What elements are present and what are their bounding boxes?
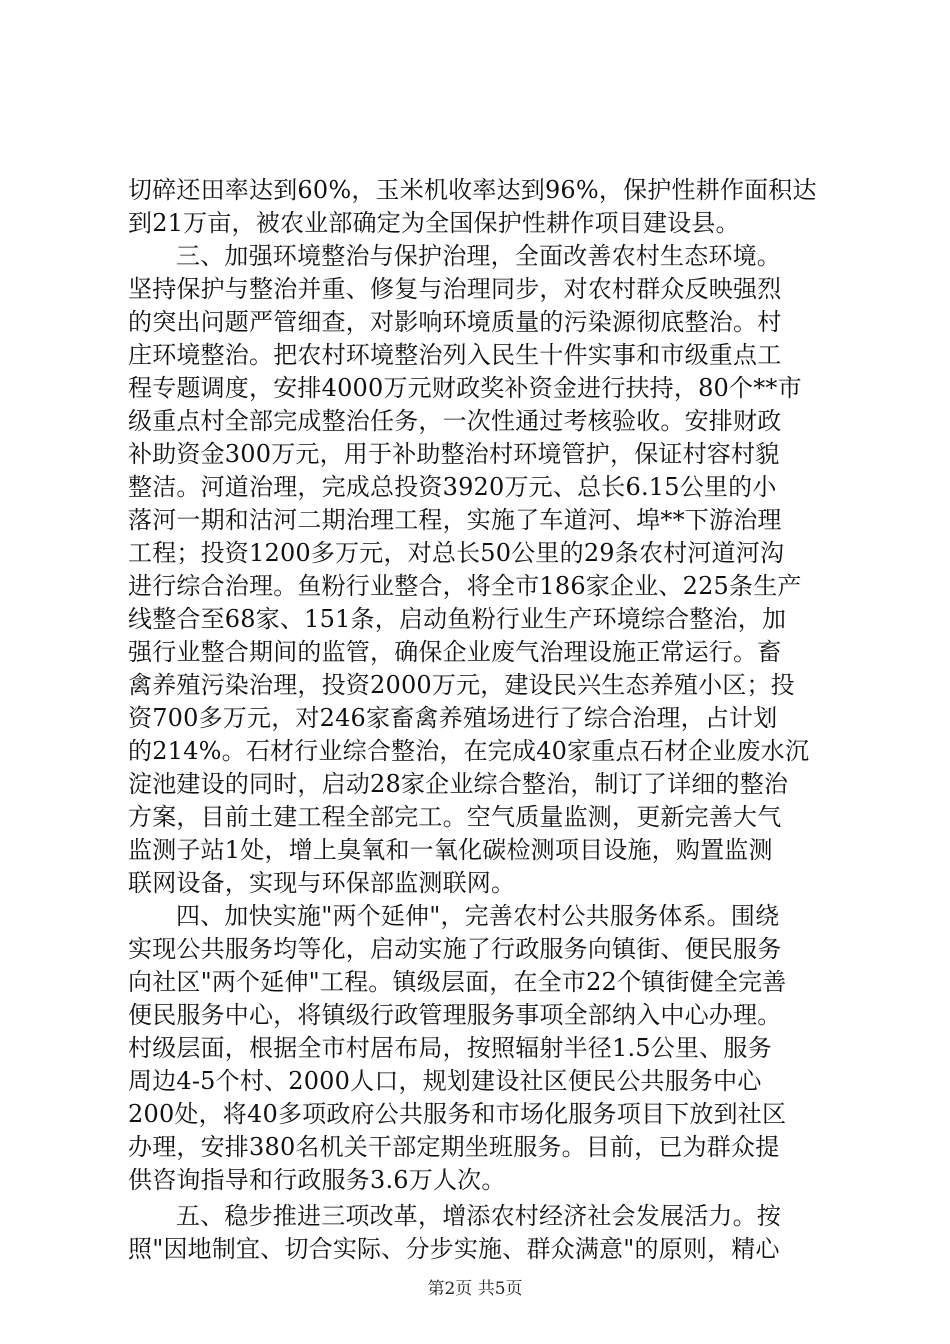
text-line: 资700多万元，对246家畜禽养殖场进行了综合治理，占计划 [128, 704, 778, 732]
text-line: 向社区"两个延伸"工程。镇级层面，在全市22个镇街健全完善 [128, 968, 787, 996]
text-line: 办理，安排380名机关干部定期坐班服务。目前，已为群众提 [128, 1133, 780, 1161]
text-line: 强行业整合期间的监管，确保企业废气治理设施正常运行。畜 [128, 638, 782, 666]
text-line: 进行综合治理。鱼粉行业整合，将全市186家企业、225条生产 [128, 572, 802, 600]
paragraph-heading-3: 三、加强环境整治与保护治理，全面改善农村生态环境。 [176, 242, 781, 270]
paragraph-heading-4: 四、加快实施"两个延伸"，完善农村公共服务体系。围绕 [176, 902, 780, 930]
text-line: 方案，目前土建工程全部完工。空气质量监测，更新完善大气 [128, 803, 782, 831]
text-line: 便民服务中心，将镇级行政管理服务事项全部纳入中心办理。 [128, 1001, 782, 1029]
text-line: 落河一期和沽河二期治理工程，实施了车道河、埠**下游治理 [128, 506, 782, 534]
text-line: 庄环境整治。把农村环境整治列入民生十件实事和市级重点工 [128, 341, 782, 369]
text-line: 的214%。石材行业综合整治，在完成40家重点石材企业废水沉 [128, 737, 810, 765]
text-line: 到21万亩，被农业部确定为全国保护性耕作项目建设县。 [128, 209, 740, 237]
text-line: 实现公共服务均等化，启动实施了行政服务向镇街、便民服务 [128, 935, 782, 963]
page-footer: 第2页 共5页 [427, 1279, 523, 1299]
text-line: 整洁。河道治理，完成总投资3920万元、总长6.15公里的小 [128, 473, 777, 501]
text-line: 照"因地制宜、切合实际、分步实施、群众满意"的原则，精心 [128, 1235, 780, 1263]
text-line: 级重点村全部完成整治任务，一次性通过考核验收。安排财政 [128, 407, 782, 435]
text-line: 监测子站1处，增上臭氧和一氧化碳检测项目设施，购置监测 [128, 836, 773, 864]
text-line: 村级层面，根据全市村居布局，按照辐射半径1.5公里、服务 [128, 1034, 772, 1062]
text-line: 线整合至68家、151条，启动鱼粉行业生产环境综合整治，加 [128, 605, 787, 633]
text-line: 200处，将40多项政府公共服务和市场化服务项目下放到社区 [128, 1100, 787, 1128]
text-line: 供咨询指导和行政服务3.6万人次。 [128, 1166, 506, 1194]
text-line: 的突出问题严管细查，对影响环境质量的污染源彻底整治。村 [128, 308, 782, 336]
text-line: 程专题调度，安排4000万元财政奖补资金进行扶持，80个**市 [128, 374, 802, 402]
text-line: 禽养殖污染治理，投资2000万元，建设民兴生态养殖小区；投 [128, 671, 795, 699]
text-line: 周边4-5个村、2000人口，规划建设社区便民公共服务中心 [128, 1067, 762, 1095]
text-line: 坚持保护与整治并重、修复与治理同步，对农村群众反映强烈 [128, 275, 782, 303]
text-line: 联网设备，实现与环保部监测联网。 [128, 869, 516, 897]
text-line: 淀池建设的同时，启动28家企业综合整治，制订了详细的整治 [128, 770, 789, 798]
paragraph-heading-5: 五、稳步推进三项改革，增添农村经济社会发展活力。按 [176, 1202, 781, 1230]
text-line: 切碎还田率达到60%，玉米机收率达到96%，保护性耕作面积达 [128, 176, 817, 204]
text-line: 工程；投资1200多万元，对总长50公里的29条农村河道河沟 [128, 539, 785, 567]
text-line: 补助资金300万元，用于补助整治村环境管护，保证村容村貌 [128, 440, 780, 468]
